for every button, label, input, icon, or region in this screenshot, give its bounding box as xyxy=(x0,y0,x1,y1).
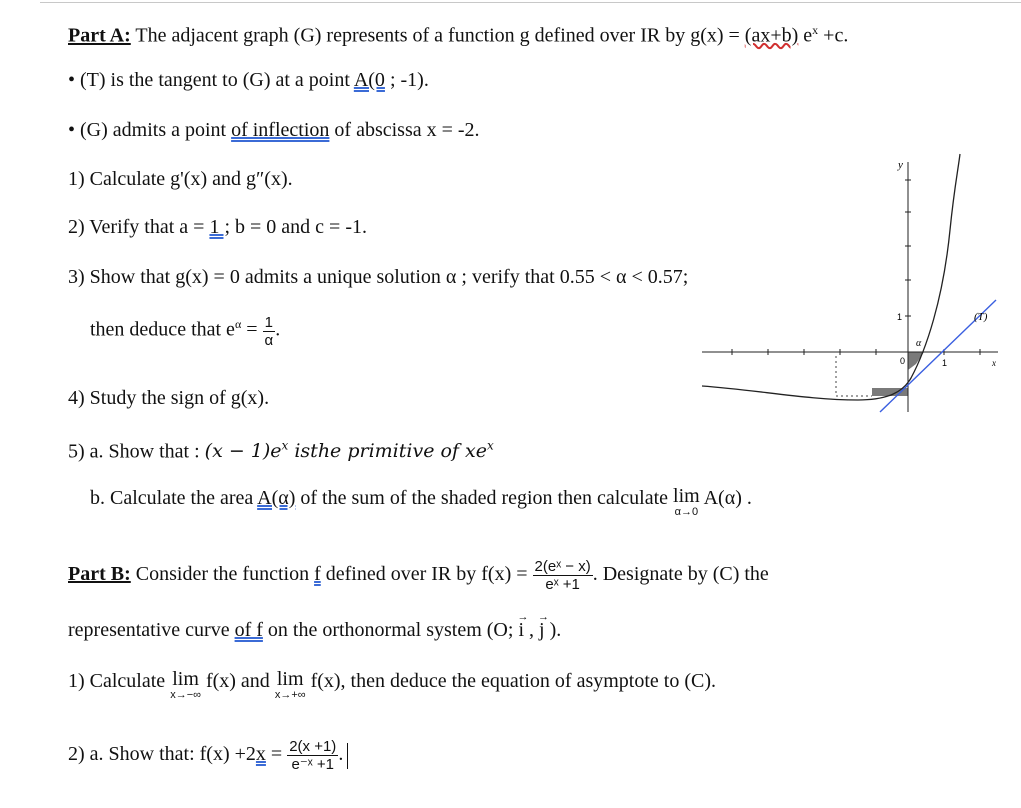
question-3: 3) Show that g(x) = 0 admits a unique solution α ; verify that 0.55 < α < 0.57; xyxy=(68,266,689,288)
bullet-inflection: • (G) admits a point of inflection of abscissa x = -2. xyxy=(68,119,480,141)
vector-j: → j xyxy=(539,618,545,642)
bullet-tangent: • (T) is the tangent to (G) at a point A(0 ; -1). xyxy=(68,69,429,91)
fraction-f-definition: $\frac{\text{2(eˣ − x)}}{\text{eˣ +1}}$ xyxy=(534,558,591,593)
origin-label: 0 xyxy=(900,356,906,366)
question-2: 2) Verify that a = 1 ; b = 0 and c = -1. xyxy=(68,216,367,238)
part-b-question-2a: 2) a. Show that: f(x) +2x = $\frac{2(x +1)}{\text{e⁻ˣ +1}}$ . xyxy=(68,738,348,773)
tangent-label: (T) xyxy=(974,311,988,323)
part-b-intro: Part B: Consider the function f defined over IR by f(x) = $\frac{\text{2(eˣ − x)}}{\text{eˣ +1}}$ . Designate by (C) the xyxy=(68,558,769,593)
function-graph xyxy=(698,150,1003,420)
fraction-one-over-alpha: $\frac{1}{\alpha}$ xyxy=(264,313,274,349)
part-a-heading: Part A: xyxy=(68,24,131,47)
part-a-intro: Part A: The adjacent graph (G) represents of a function g defined over IR by g(x) = (ax+b) $e^x +c$. xyxy=(68,23,849,47)
part-b-question-1: 1) Calculate lim x→−∞ f(x) and lim x→+∞ f(x), then deduce the equation of asymptote to (C). xyxy=(68,668,717,701)
fraction-f-plus-2x: $\frac{2(x +1)}{\text{e⁻ˣ +1}}$ xyxy=(289,738,337,773)
question-4: 4) Study the sign of g(x). xyxy=(68,387,270,409)
y-axis-label: y xyxy=(898,159,903,171)
page-top-border xyxy=(40,2,1021,3)
limit-plus-infinity: lim x→+∞ xyxy=(274,668,306,701)
question-1: 1) Calculate g'(x) and g″(x). xyxy=(68,168,293,190)
question-5a: 5) a. Show that : $(x - 1)e^x$ isthe primitive of $xe^x$ xyxy=(68,439,494,463)
question-3-deduce: then deduce that $e^\alpha$ = $\frac{1}{\alpha}$ . xyxy=(90,313,281,349)
x-axis-label: x xyxy=(992,358,996,368)
x-one-label: 1 xyxy=(942,358,948,368)
y-one-label: 1 xyxy=(897,312,903,322)
curve-g xyxy=(702,154,960,400)
vector-i: → i xyxy=(518,618,524,642)
limit-minus-infinity: lim x→−∞ xyxy=(170,668,201,701)
alpha-label: α xyxy=(916,338,922,349)
text-cursor xyxy=(347,743,348,769)
part-b-system: representative curve of f on the orthonormal system (O; → i , → j ). xyxy=(68,618,561,642)
limit-alpha-to-zero: lim α→0 xyxy=(673,485,700,518)
question-5b: b. Calculate the area A(α) of the sum of the shaded region then calculate lim α→0 A(α) . xyxy=(90,485,752,518)
part-b-heading: Part B: xyxy=(68,563,131,586)
